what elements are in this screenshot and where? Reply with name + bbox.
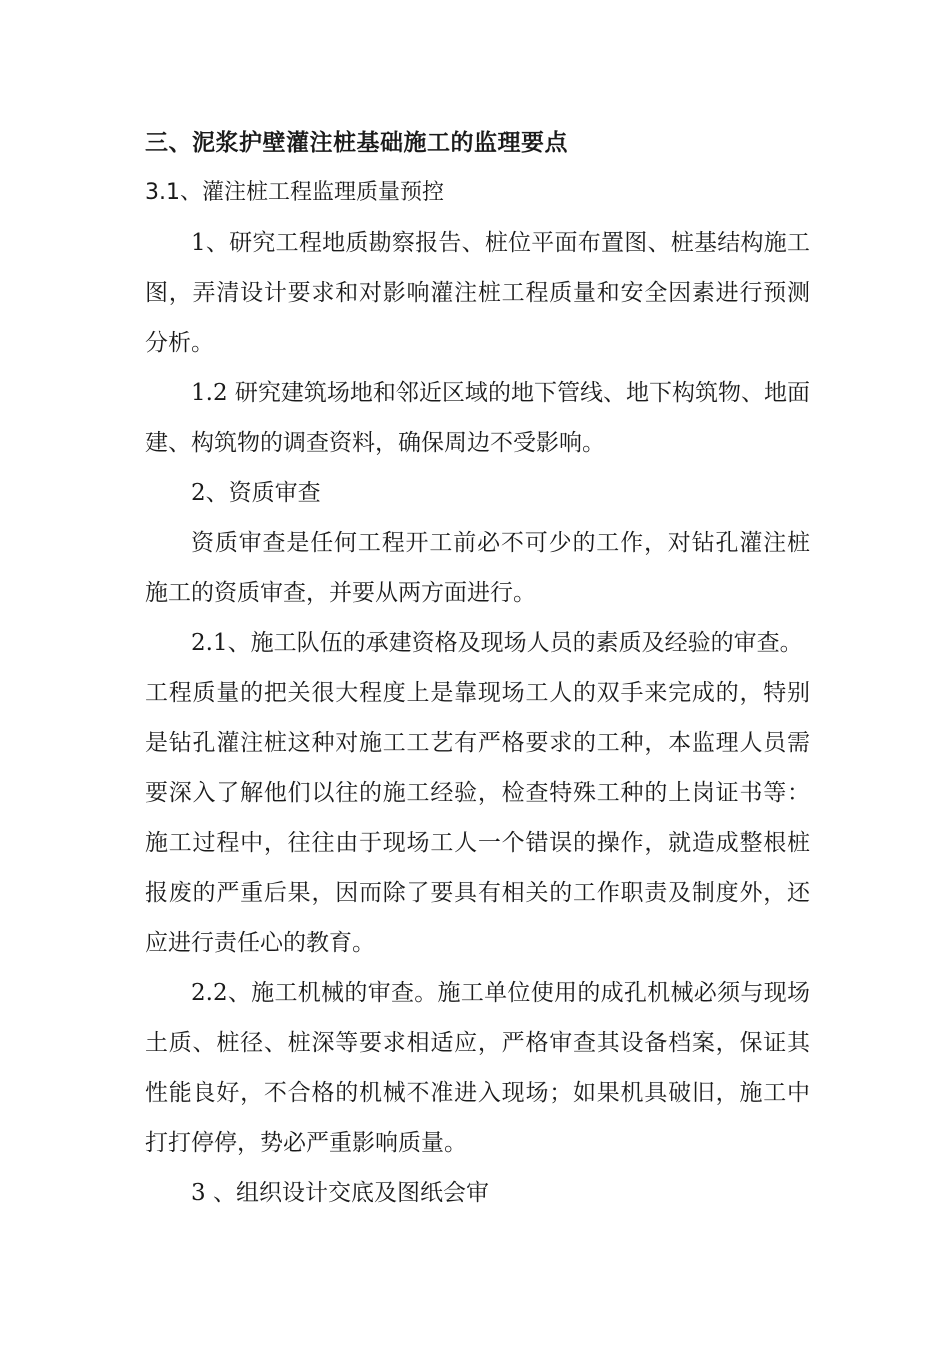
- paragraph-2-1: 2.1、施工队伍的承建资格及现场人员的素质及经验的审查。: [191, 630, 803, 656]
- paragraph-2-1-body: 工程质量的把关很大程度上是靠现场工人的双手来完成的，特别是钻孔灌注桩这种对施工工艺有严格要求的工种，本监理人员需要深入了解他们以往的施工经验，检查特殊工种的上岗证书等：施工过程中，往往由于现场工人一个错误的操作，就造成整根桩报废的严重后果，因而除了要具有相关的工作职责及制度外，还应进行责任心的教育。: [145, 680, 810, 956]
- paragraph-1-2: 1.2 研究建筑场地和邻近区域的地下管线、地下构筑物、地面建、构筑物的调查资料，确保周边不受影响。: [145, 380, 810, 456]
- section-title: 三、泥浆护壁灌注桩基础施工的监理要点: [145, 130, 568, 156]
- paragraph-2-2: 2.2、施工机械的审查。施工单位使用的成孔机械必须与现场土质、桩径、桩深等要求相适应，严格审查其设备档案，保证其性能良好，不合格的机械不准进入现场；如果机具破旧，施工中打打停停，势必严重影响质量。: [145, 980, 810, 1156]
- paragraph-3-heading: 3 、组织设计交底及图纸会审: [191, 1180, 489, 1206]
- paragraph-1: 1、研究工程地质勘察报告、桩位平面布置图、桩基结构施工图，弄清设计要求和对影响灌注桩工程质量和安全因素进行预测分析。: [145, 230, 810, 356]
- subsection-title: 3.1、灌注桩工程监理质量预控: [145, 180, 444, 205]
- paragraph-2-heading: 2、资质审查: [191, 480, 321, 506]
- document-body: [145, 118, 810, 1218]
- paragraph-qualification: 资质审查是任何工程开工前必不可少的工作，对钻孔灌注桩施工的资质审查，并要从两方面进行。: [145, 530, 810, 606]
